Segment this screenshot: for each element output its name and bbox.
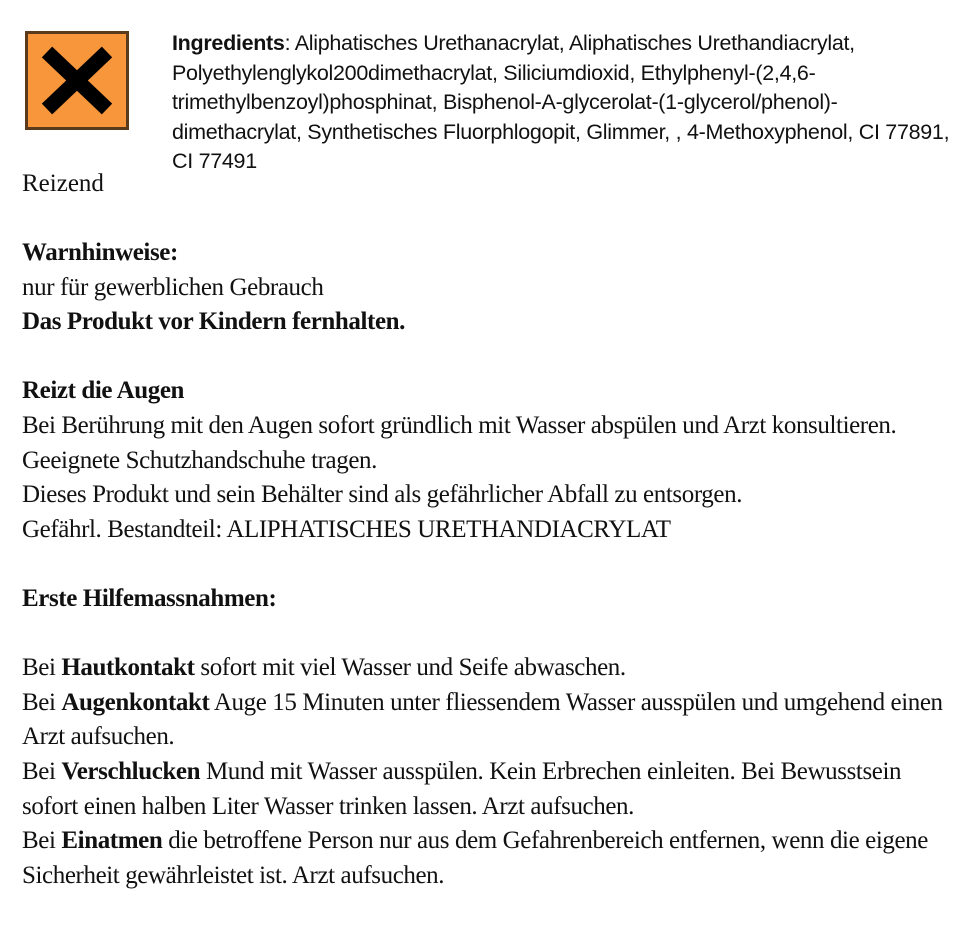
first-aid-item: Bei Verschlucken Mund mit Wasser ausspülen. Kein Erbrechen einleiten. Bei Bewusstsein sofort einen halben Liter Wasser trinken lassen. Arzt aufsuchen. bbox=[22, 757, 902, 820]
warnings-heading: Warnhinweise: bbox=[22, 239, 178, 266]
first-aid-term: Verschlucken bbox=[61, 757, 201, 785]
eyes-line: Gefährl. Bestandteil: ALIPHATISCHES URETHANDIACRYLAT bbox=[22, 515, 671, 543]
ingredients-label: Ingredients bbox=[172, 31, 285, 55]
first-aid-heading: Erste Hilfemassnahmen: bbox=[22, 584, 277, 612]
warning-line-bold: Das Produkt vor Kindern fernhalten. bbox=[22, 308, 406, 336]
first-aid-item: Bei Augenkontakt Auge 15 Minuten unter fliessendem Wasser ausspülen und umgehend einen Arzt aufsuchen. bbox=[22, 688, 943, 751]
first-aid-term: Augenkontakt bbox=[61, 688, 210, 716]
hazard-label: Reizend bbox=[22, 170, 104, 197]
first-aid-term: Hautkontakt bbox=[61, 654, 195, 682]
safety-text bbox=[22, 236, 952, 893]
first-aid-item: Bei Hautkontakt sofort mit viel Wasser und Seife abwaschen. bbox=[22, 654, 626, 682]
ingredients-block bbox=[172, 29, 952, 177]
eyes-line: Dieses Produkt und sein Behälter sind als gefährlicher Abfall zu entsorgen. bbox=[22, 481, 743, 509]
eyes-heading: Reizt die Augen bbox=[22, 377, 185, 405]
irritant-x-icon bbox=[25, 31, 129, 130]
first-aid-term: Einatmen bbox=[61, 827, 163, 855]
warning-line: nur für gewerblichen Gebrauch bbox=[22, 273, 324, 301]
eyes-line: Bei Berührung mit den Augen sofort gründlich mit Wasser abspülen und Arzt konsultieren. bbox=[22, 411, 897, 439]
first-aid-item: Bei Einatmen die betroffene Person nur aus dem Gefahrenbereich entfernen, wenn die eigene Sicherheit gewährleistet ist. Arzt aufsuchen. bbox=[22, 827, 928, 889]
ingredients-text: : Aliphatisches Urethanacrylat, Aliphatisches Urethandiacrylat, Polyethylenglykol200dimethacrylat, Siliciumdioxid, Ethylphenyl-(2,4,6-trimethylbenzoyl)phosphinat, Bisphenol-A-glycerolat-(1-glycerol/phenol)-dimethacrylat, Synthetisches Fluorphlogopit, Glimmer, , 4-Methoxyphenol, CI 77891, CI 77491 bbox=[172, 31, 950, 174]
eyes-line: Geeignete Schutzhandschuhe tragen. bbox=[22, 446, 378, 474]
